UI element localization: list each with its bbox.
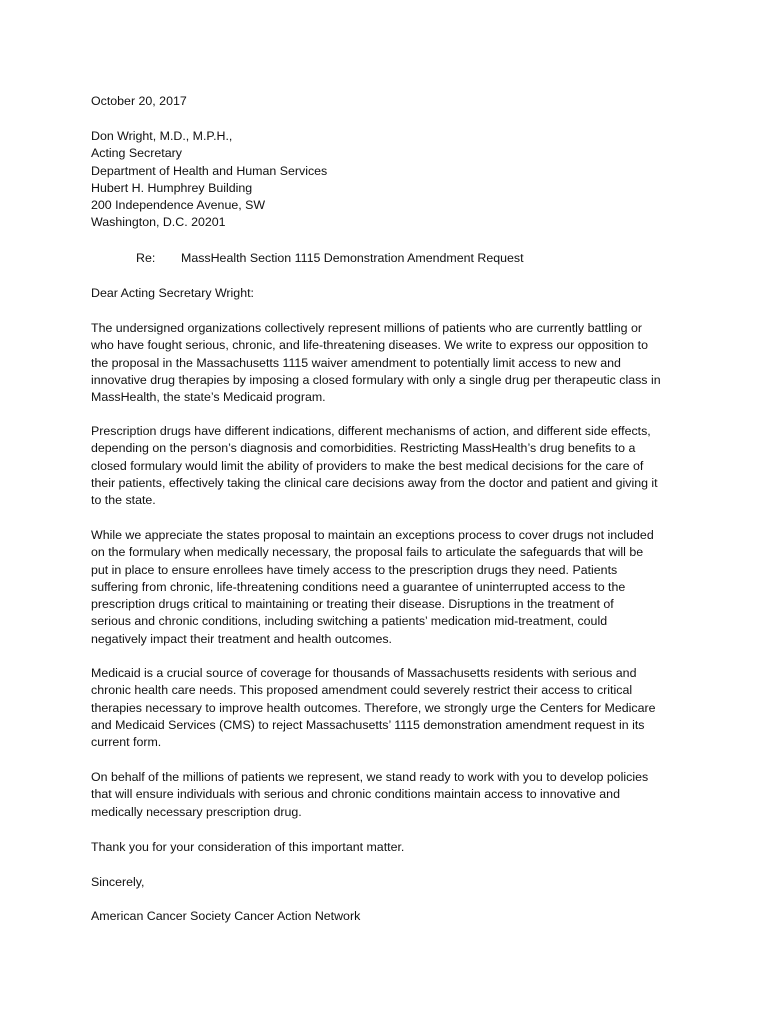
recipient-street: 200 Independence Avenue, SW: [91, 198, 266, 213]
body-paragraph: [91, 423, 691, 509]
recipient-city: Washington, D.C. 20201: [91, 215, 226, 230]
recipient-address: [91, 128, 691, 232]
paragraph-line: put in place to ensure enrollees have timely access to the prescription drugs they need. Patients: [91, 562, 618, 577]
paragraph-line: current form.: [91, 735, 162, 750]
closing: [91, 874, 691, 891]
paragraph-line: serious and chronic conditions, including switching a patients’ medication mid-treatment, could: [91, 614, 608, 629]
signatory: [91, 908, 691, 925]
signatory-text: American Cancer Society Cancer Action Network: [91, 909, 361, 923]
recipient-building: Hubert H. Humphrey Building: [91, 180, 253, 195]
paragraph-line: innovative drug therapies by imposing a closed formulary with only a single drug per therapeutic class in: [91, 372, 661, 387]
paragraph-line: therapies necessary to improve health outcomes. Therefore, we strongly urge the Centers for Medicare: [91, 700, 656, 715]
paragraph-line: that will ensure individuals with serious and chronic conditions maintain access to innovative and: [91, 787, 620, 802]
closing-text: Sincerely,: [91, 875, 145, 889]
paragraph-line: depending on the person’s diagnosis and comorbidities. Restricting MassHealth’s drug benefits to a: [91, 441, 636, 456]
paragraph-line: Medicaid is a crucial source of coverage for thousands of Massachusetts residents with serious and: [91, 666, 637, 680]
paragraph-line: the proposal in the Massachusetts 1115 waiver amendment to potentially limit access to new and: [91, 355, 621, 370]
letter-date: [91, 93, 691, 110]
paragraph-line: MassHealth, the state’s Medicaid program.: [91, 390, 326, 405]
paragraph-line: and Medicaid Services (CMS) to reject Massachusetts’ 1115 demonstration amendment request in its: [91, 717, 645, 732]
paragraph-line: suffering from chronic, life-threatening conditions need a guarantee of uninterrupted access to the: [91, 579, 626, 594]
salutation-text: Dear Acting Secretary Wright:: [91, 286, 254, 300]
body-paragraph: [91, 527, 691, 648]
date-text: October 20, 2017: [91, 94, 187, 108]
paragraph-line: to the state.: [91, 493, 156, 508]
paragraph-line: medically necessary prescription drug.: [91, 804, 302, 819]
body-paragraph: [91, 320, 691, 406]
salutation: [91, 285, 691, 302]
thanks-text: Thank you for your consideration of this important matter.: [91, 840, 405, 854]
recipient-department: Department of Health and Human Services: [91, 163, 328, 178]
subject-label: Re:: [136, 251, 156, 265]
recipient-name: Don Wright, M.D., M.P.H.,: [91, 129, 233, 143]
paragraph-line: The undersigned organizations collectively represent millions of patients who are currently battling or: [91, 321, 642, 335]
recipient-title: Acting Secretary: [91, 146, 182, 161]
body-paragraph: [91, 769, 691, 821]
paragraph-line: Prescription drugs have different indications, different mechanisms of action, and different side effects,: [91, 424, 651, 438]
paragraph-line: who have fought serious, chronic, and life-threatening diseases. We write to express our opposition to: [91, 338, 648, 353]
paragraph-line: chronic health care needs. This proposed amendment could severely restrict their access to critical: [91, 683, 633, 698]
paragraph-line: negatively impact their treatment and health outcomes.: [91, 631, 392, 646]
body-paragraph: [91, 665, 691, 751]
thanks-line: [91, 839, 691, 856]
subject-text: MassHealth Section 1115 Demonstration Amendment Request: [181, 251, 524, 265]
paragraph-line: While we appreciate the states proposal to maintain an exceptions process to cover drugs not included: [91, 528, 654, 542]
paragraph-line: closed formulary would limit the ability of providers to make the best medical decisions for the care of: [91, 458, 644, 473]
paragraph-line: their patients, effectively taking the clinical care decisions away from the doctor and patient and giving it: [91, 475, 658, 490]
paragraph-line: On behalf of the millions of patients we represent, we stand ready to work with you to develop policies: [91, 770, 649, 784]
paragraph-line: prescription drugs critical to maintaining or treating their disease. Disruptions in the treatment of: [91, 597, 614, 612]
subject-line: [136, 250, 524, 267]
paragraph-line: on the formulary when medically necessary, the proposal fails to articulate the safeguards that will be: [91, 545, 644, 560]
